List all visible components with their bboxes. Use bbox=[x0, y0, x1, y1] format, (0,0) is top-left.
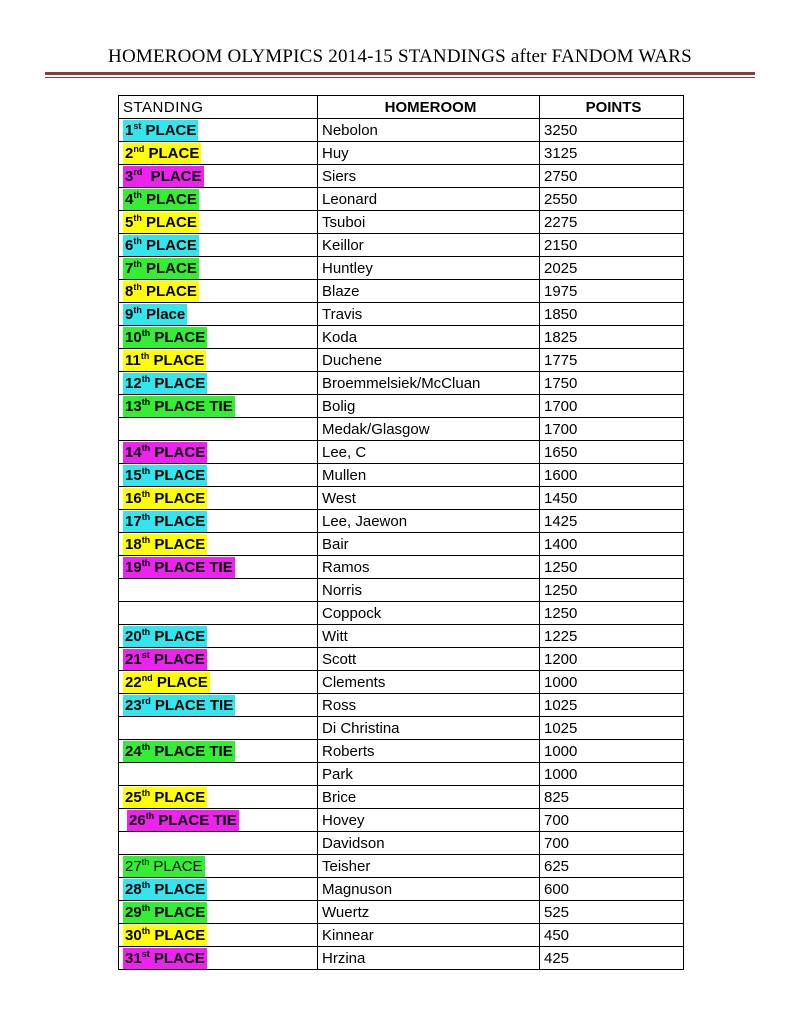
points-cell: 450 bbox=[540, 924, 684, 947]
place-label: PLACE bbox=[154, 903, 206, 921]
place-number: 3 bbox=[125, 167, 134, 185]
place-badge bbox=[123, 235, 199, 256]
points-cell: 1000 bbox=[540, 740, 684, 763]
points-cell: 1425 bbox=[540, 510, 684, 533]
place-label: PLACE bbox=[154, 489, 206, 507]
place-badge bbox=[123, 534, 207, 555]
points-cell: 1250 bbox=[540, 556, 684, 579]
table-row bbox=[119, 234, 684, 257]
points-cell: 1650 bbox=[540, 441, 684, 464]
table-row bbox=[119, 464, 684, 487]
homeroom-cell: Ross bbox=[318, 694, 540, 717]
place-label: PLACE bbox=[153, 857, 203, 875]
place-badge bbox=[123, 166, 204, 187]
place-badge bbox=[123, 511, 207, 532]
place-ordinal-suffix: th bbox=[141, 879, 151, 890]
table-row bbox=[119, 142, 684, 165]
place-number: 29 bbox=[125, 903, 142, 921]
place-label: PLACE bbox=[148, 144, 200, 162]
place-number: 17 bbox=[125, 512, 142, 530]
standing-cell bbox=[119, 464, 318, 487]
standing-cell bbox=[119, 648, 318, 671]
place-label: PLACE bbox=[154, 328, 206, 346]
table-row bbox=[119, 188, 684, 211]
place-label: PLACE bbox=[154, 374, 206, 392]
place-badge bbox=[123, 143, 201, 164]
homeroom-cell: Huntley bbox=[318, 257, 540, 280]
points-cell: 3125 bbox=[540, 142, 684, 165]
place-ordinal-suffix: th bbox=[141, 741, 151, 752]
place-label: PLACE bbox=[146, 282, 197, 300]
place-label: PLACE TIE bbox=[154, 558, 233, 576]
place-number: 30 bbox=[125, 926, 142, 944]
homeroom-cell: Bolig bbox=[318, 395, 540, 418]
place-badge bbox=[123, 281, 199, 302]
table-row bbox=[119, 671, 684, 694]
standing-cell bbox=[119, 234, 318, 257]
place-label: PLACE bbox=[153, 351, 205, 369]
points-cell: 1975 bbox=[540, 280, 684, 303]
place-number: 11 bbox=[125, 351, 141, 369]
place-label: PLACE bbox=[146, 236, 197, 254]
standing-cell bbox=[119, 326, 318, 349]
place-number: 23 bbox=[125, 696, 142, 714]
points-cell: 1200 bbox=[540, 648, 684, 671]
place-badge bbox=[123, 488, 207, 509]
table-row bbox=[119, 947, 684, 970]
table-row bbox=[119, 625, 684, 648]
homeroom-cell: Norris bbox=[318, 579, 540, 602]
homeroom-cell: Huy bbox=[318, 142, 540, 165]
place-ordinal-suffix: th bbox=[133, 189, 142, 200]
place-number: 21 bbox=[125, 650, 142, 668]
place-number: 25 bbox=[125, 788, 142, 806]
standing-cell bbox=[119, 372, 318, 395]
place-label: PLACE bbox=[154, 627, 206, 645]
place-ordinal-suffix: th bbox=[133, 258, 142, 269]
place-label: PLACE bbox=[153, 949, 205, 967]
place-label: PLACE TIE bbox=[158, 811, 237, 829]
place-number: 15 bbox=[125, 466, 142, 484]
homeroom-cell: Tsuboi bbox=[318, 211, 540, 234]
header-points: POINTS bbox=[540, 96, 684, 119]
place-ordinal-suffix: st bbox=[141, 948, 150, 959]
place-badge bbox=[123, 626, 207, 647]
place-number: 27 bbox=[125, 857, 142, 875]
standing-cell bbox=[119, 602, 318, 625]
place-number: 7 bbox=[125, 259, 134, 277]
place-number: 1 bbox=[125, 121, 134, 139]
place-ordinal-suffix: th bbox=[140, 350, 150, 361]
homeroom-cell: Nebolon bbox=[318, 119, 540, 142]
homeroom-cell: Siers bbox=[318, 165, 540, 188]
table-row bbox=[119, 809, 684, 832]
place-ordinal-suffix: th bbox=[141, 534, 151, 545]
homeroom-cell: Hovey bbox=[318, 809, 540, 832]
standing-cell bbox=[119, 786, 318, 809]
table-row bbox=[119, 602, 684, 625]
place-ordinal-suffix: th bbox=[141, 373, 151, 384]
table-row bbox=[119, 855, 684, 878]
homeroom-cell: Koda bbox=[318, 326, 540, 349]
place-badge bbox=[123, 948, 207, 969]
standing-cell bbox=[119, 257, 318, 280]
homeroom-cell: Clements bbox=[318, 671, 540, 694]
place-badge bbox=[123, 695, 235, 716]
homeroom-cell: Medak/Glasgow bbox=[318, 418, 540, 441]
place-label: PLACE bbox=[146, 213, 197, 231]
standing-cell bbox=[119, 510, 318, 533]
table-row bbox=[119, 740, 684, 763]
place-label: PLACE bbox=[154, 443, 206, 461]
standing-cell bbox=[119, 717, 318, 740]
place-label: PLACE bbox=[154, 466, 206, 484]
place-label: PLACE bbox=[146, 259, 197, 277]
homeroom-cell: Davidson bbox=[318, 832, 540, 855]
standing-cell bbox=[119, 671, 318, 694]
points-cell: 625 bbox=[540, 855, 684, 878]
place-badge bbox=[123, 787, 207, 808]
place-ordinal-suffix: th bbox=[133, 304, 142, 315]
place-ordinal-suffix: th bbox=[145, 810, 155, 821]
table-row bbox=[119, 418, 684, 441]
page-title: HOMEROOM OLYMPICS 2014-15 STANDINGS after FANDOM WARS bbox=[108, 46, 692, 67]
place-ordinal-suffix: th bbox=[133, 281, 142, 292]
points-cell: 700 bbox=[540, 809, 684, 832]
standing-cell bbox=[119, 947, 318, 970]
points-cell: 1700 bbox=[540, 395, 684, 418]
homeroom-cell: Di Christina bbox=[318, 717, 540, 740]
points-cell: 2275 bbox=[540, 211, 684, 234]
homeroom-cell: Blaze bbox=[318, 280, 540, 303]
standing-cell bbox=[119, 119, 318, 142]
place-number: 14 bbox=[125, 443, 142, 461]
standing-cell bbox=[119, 579, 318, 602]
place-ordinal-suffix: rd bbox=[133, 166, 143, 177]
place-number: 28 bbox=[125, 880, 142, 898]
place-ordinal-suffix: th bbox=[141, 557, 151, 568]
table-row bbox=[119, 694, 684, 717]
standing-cell bbox=[119, 809, 318, 832]
place-ordinal-suffix: th bbox=[133, 235, 142, 246]
place-number: 19 bbox=[125, 558, 142, 576]
homeroom-cell: Broemmelsiek/McCluan bbox=[318, 372, 540, 395]
place-number: 5 bbox=[125, 213, 134, 231]
place-ordinal-suffix: th bbox=[141, 856, 150, 867]
points-cell: 1250 bbox=[540, 602, 684, 625]
standing-cell bbox=[119, 142, 318, 165]
homeroom-cell: Lee, Jaewon bbox=[318, 510, 540, 533]
points-cell: 700 bbox=[540, 832, 684, 855]
homeroom-cell: Witt bbox=[318, 625, 540, 648]
place-label: PLACE TIE bbox=[154, 696, 234, 714]
standing-cell bbox=[119, 556, 318, 579]
place-badge bbox=[123, 304, 187, 325]
place-ordinal-suffix: th bbox=[141, 396, 151, 407]
homeroom-cell: Mullen bbox=[318, 464, 540, 487]
homeroom-cell: Scott bbox=[318, 648, 540, 671]
points-cell: 1750 bbox=[540, 372, 684, 395]
place-badge bbox=[123, 120, 198, 141]
place-badge bbox=[123, 649, 207, 670]
points-cell: 1775 bbox=[540, 349, 684, 372]
table-row bbox=[119, 441, 684, 464]
place-number: 9 bbox=[125, 305, 134, 323]
place-ordinal-suffix: th bbox=[141, 787, 151, 798]
table-row bbox=[119, 257, 684, 280]
table-row bbox=[119, 556, 684, 579]
place-number: 10 bbox=[125, 328, 142, 346]
place-badge bbox=[123, 902, 207, 923]
place-number: 8 bbox=[125, 282, 134, 300]
standing-cell bbox=[119, 878, 318, 901]
homeroom-cell: West bbox=[318, 487, 540, 510]
place-ordinal-suffix: th bbox=[141, 902, 151, 913]
points-cell: 425 bbox=[540, 947, 684, 970]
homeroom-cell: Hrzina bbox=[318, 947, 540, 970]
table-row bbox=[119, 303, 684, 326]
standing-cell bbox=[119, 901, 318, 924]
table-row bbox=[119, 326, 684, 349]
points-cell: 1600 bbox=[540, 464, 684, 487]
place-label: PLACE bbox=[154, 788, 206, 806]
points-cell: 3250 bbox=[540, 119, 684, 142]
place-label: PLACE bbox=[146, 190, 197, 208]
table-row bbox=[119, 119, 684, 142]
homeroom-cell: Kinnear bbox=[318, 924, 540, 947]
points-cell: 2550 bbox=[540, 188, 684, 211]
homeroom-cell: Duchene bbox=[318, 349, 540, 372]
standing-cell bbox=[119, 165, 318, 188]
standing-cell bbox=[119, 855, 318, 878]
points-cell: 525 bbox=[540, 901, 684, 924]
standing-cell bbox=[119, 349, 318, 372]
place-label: PLACE bbox=[153, 650, 205, 668]
points-cell: 1225 bbox=[540, 625, 684, 648]
place-ordinal-suffix: st bbox=[133, 120, 142, 131]
place-ordinal-suffix: th bbox=[141, 925, 151, 936]
points-cell: 1850 bbox=[540, 303, 684, 326]
standings-table bbox=[118, 95, 684, 970]
points-cell: 825 bbox=[540, 786, 684, 809]
place-ordinal-suffix: th bbox=[141, 511, 151, 522]
table-row bbox=[119, 487, 684, 510]
place-label: PLACE bbox=[156, 673, 208, 691]
place-number: 24 bbox=[125, 742, 142, 760]
table-row bbox=[119, 786, 684, 809]
place-ordinal-suffix: th bbox=[141, 626, 151, 637]
homeroom-cell: Magnuson bbox=[318, 878, 540, 901]
homeroom-cell: Travis bbox=[318, 303, 540, 326]
standing-cell bbox=[119, 924, 318, 947]
table-row bbox=[119, 395, 684, 418]
title-rule-thin bbox=[45, 77, 755, 78]
place-ordinal-suffix: th bbox=[141, 327, 151, 338]
standing-cell bbox=[119, 211, 318, 234]
place-label: PLACE bbox=[154, 926, 206, 944]
place-label: PLACE bbox=[154, 880, 206, 898]
place-ordinal-suffix: th bbox=[141, 442, 151, 453]
place-badge bbox=[123, 212, 199, 233]
standing-cell bbox=[119, 441, 318, 464]
points-cell: 1450 bbox=[540, 487, 684, 510]
table-row bbox=[119, 165, 684, 188]
place-number: 20 bbox=[125, 627, 142, 645]
points-cell: 1000 bbox=[540, 671, 684, 694]
standing-cell bbox=[119, 832, 318, 855]
table-row bbox=[119, 878, 684, 901]
table-row bbox=[119, 349, 684, 372]
table-row bbox=[119, 763, 684, 786]
place-label: PLACE bbox=[146, 167, 202, 185]
place-badge bbox=[123, 350, 206, 371]
standing-cell bbox=[119, 418, 318, 441]
standing-cell bbox=[119, 395, 318, 418]
place-badge bbox=[123, 442, 207, 463]
points-cell: 2750 bbox=[540, 165, 684, 188]
place-badge bbox=[123, 327, 207, 348]
place-badge bbox=[123, 557, 235, 578]
table-row bbox=[119, 579, 684, 602]
homeroom-cell: Ramos bbox=[318, 556, 540, 579]
points-cell: 2150 bbox=[540, 234, 684, 257]
points-cell: 1000 bbox=[540, 763, 684, 786]
table-row bbox=[119, 510, 684, 533]
homeroom-cell: Roberts bbox=[318, 740, 540, 763]
place-ordinal-suffix: th bbox=[141, 465, 151, 476]
standing-cell bbox=[119, 533, 318, 556]
place-ordinal-suffix: rd bbox=[141, 695, 151, 706]
homeroom-cell: Keillor bbox=[318, 234, 540, 257]
table-header-row bbox=[119, 96, 684, 119]
standing-cell bbox=[119, 188, 318, 211]
homeroom-cell: Leonard bbox=[318, 188, 540, 211]
place-number: 22 bbox=[125, 673, 142, 691]
standing-cell bbox=[119, 625, 318, 648]
place-badge bbox=[123, 925, 207, 946]
place-label: PLACE bbox=[154, 535, 206, 553]
points-cell: 1400 bbox=[540, 533, 684, 556]
table-row bbox=[119, 280, 684, 303]
place-badge bbox=[123, 672, 210, 693]
table-row bbox=[119, 211, 684, 234]
place-number: 18 bbox=[125, 535, 142, 553]
place-label: PLACE bbox=[154, 512, 206, 530]
place-badge bbox=[123, 465, 207, 486]
homeroom-cell: Lee, C bbox=[318, 441, 540, 464]
standing-cell bbox=[119, 694, 318, 717]
table-row bbox=[119, 924, 684, 947]
place-badge bbox=[123, 396, 235, 417]
place-ordinal-suffix: th bbox=[133, 212, 142, 223]
standings-body bbox=[119, 119, 684, 970]
homeroom-cell: Wuertz bbox=[318, 901, 540, 924]
place-number: 31 bbox=[125, 949, 142, 967]
standing-cell bbox=[119, 487, 318, 510]
place-label: PLACE bbox=[145, 121, 197, 139]
place-number: 6 bbox=[125, 236, 134, 254]
standing-cell bbox=[119, 303, 318, 326]
table-row bbox=[119, 648, 684, 671]
homeroom-cell: Teisher bbox=[318, 855, 540, 878]
place-badge bbox=[123, 189, 199, 210]
points-cell: 1025 bbox=[540, 717, 684, 740]
place-ordinal-suffix: st bbox=[141, 649, 150, 660]
points-cell: 1825 bbox=[540, 326, 684, 349]
points-cell: 2025 bbox=[540, 257, 684, 280]
points-cell: 600 bbox=[540, 878, 684, 901]
place-label: PLACE TIE bbox=[154, 397, 233, 415]
place-badge bbox=[123, 856, 205, 877]
standing-cell bbox=[119, 763, 318, 786]
place-label: Place bbox=[146, 305, 186, 323]
place-badge bbox=[127, 810, 239, 831]
table-row bbox=[119, 372, 684, 395]
homeroom-cell: Bair bbox=[318, 533, 540, 556]
place-badge bbox=[123, 741, 235, 762]
points-cell: 1250 bbox=[540, 579, 684, 602]
place-ordinal-suffix: nd bbox=[141, 672, 153, 683]
place-number: 4 bbox=[125, 190, 134, 208]
place-badge bbox=[123, 879, 207, 900]
homeroom-cell: Brice bbox=[318, 786, 540, 809]
homeroom-cell: Coppock bbox=[318, 602, 540, 625]
table-row bbox=[119, 832, 684, 855]
table-row bbox=[119, 717, 684, 740]
homeroom-cell: Park bbox=[318, 763, 540, 786]
place-number: 16 bbox=[125, 489, 142, 507]
place-number: 26 bbox=[129, 811, 146, 829]
place-label: PLACE TIE bbox=[154, 742, 233, 760]
place-number: 13 bbox=[125, 397, 142, 415]
place-ordinal-suffix: nd bbox=[133, 143, 145, 154]
standing-cell bbox=[119, 280, 318, 303]
place-number: 12 bbox=[125, 374, 142, 392]
points-cell: 1025 bbox=[540, 694, 684, 717]
place-number: 2 bbox=[125, 144, 134, 162]
points-cell: 1700 bbox=[540, 418, 684, 441]
header-standing: STANDING bbox=[119, 96, 318, 119]
header-homeroom: HOMEROOM bbox=[318, 96, 540, 119]
table-row bbox=[119, 901, 684, 924]
standing-cell bbox=[119, 740, 318, 763]
place-ordinal-suffix: th bbox=[141, 488, 151, 499]
title-rule-thick bbox=[45, 72, 755, 75]
place-badge bbox=[123, 258, 199, 279]
place-badge bbox=[123, 373, 207, 394]
table-row bbox=[119, 533, 684, 556]
